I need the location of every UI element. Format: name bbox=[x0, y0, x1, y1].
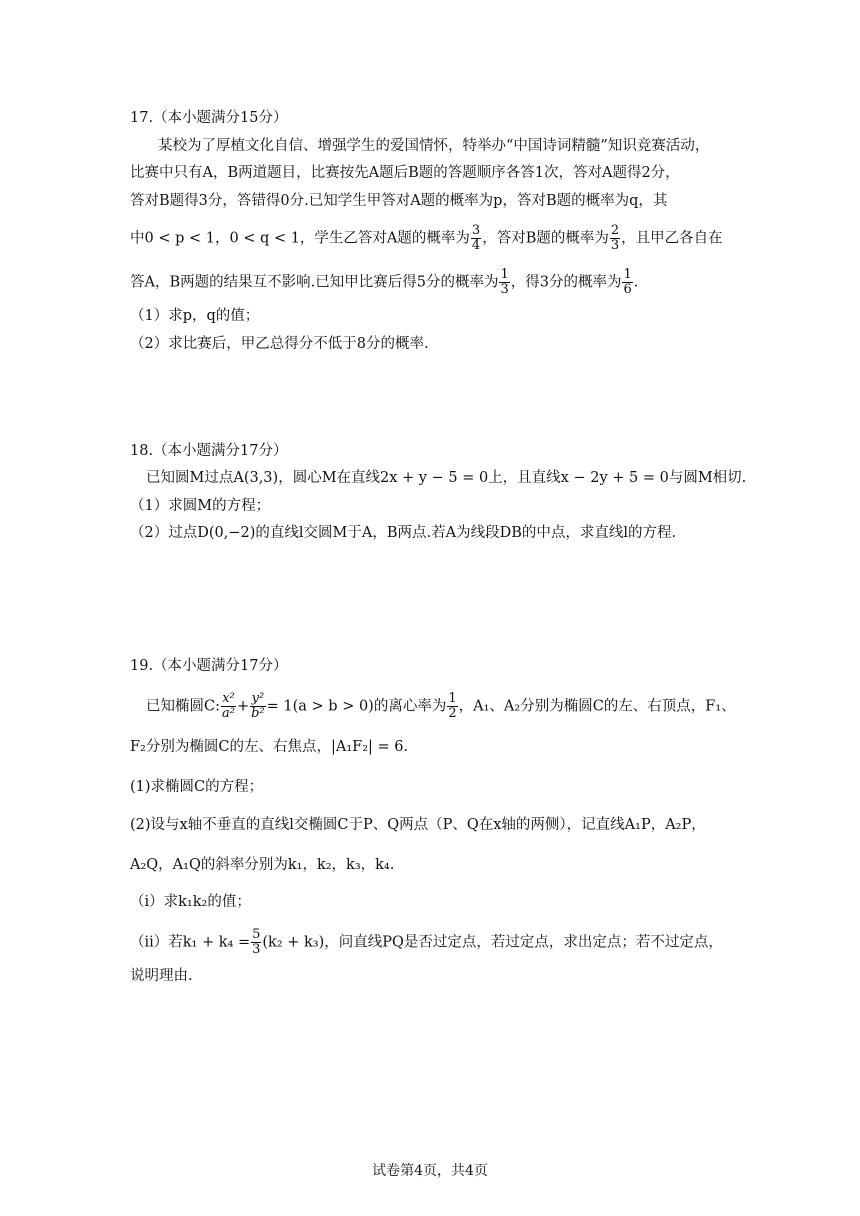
q17-title: 17.（本小题满分15分） bbox=[130, 110, 288, 126]
q19-subpart-ii-line-2: 说明理由. bbox=[130, 968, 193, 984]
q17-line-3: 答对B题得3分，答错得0分.已知学生甲答对A题的概率为p，答对B题的概率为q，其 bbox=[130, 193, 668, 209]
q17-line-1: 某校为了厚植文化自信、增强学生的爱国情怀，特举办“中国诗词精髓”知识竞赛活动， bbox=[158, 138, 710, 154]
fraction-1-2: $\frac{1}{2}$ bbox=[448, 691, 457, 721]
fraction-y2-b2: $\frac{\text{y²}}{\text{b²}}$ bbox=[251, 691, 265, 721]
q19-subpart-ii-text-b: (k₂ + k₃)，问直线PQ是否过定点，若过定点，求出定点；若不过定点， bbox=[262, 934, 723, 951]
q19-subpart-ii-text-a: （ii）若k₁ + k₄ = bbox=[130, 934, 251, 951]
q17-line-5-text-a: 答A，B两题的结果互不影响.已知甲比赛后得5分的概率为 bbox=[130, 274, 499, 291]
q17-line-5-text-c: . bbox=[633, 274, 639, 291]
fraction-3-4: $\frac{3}{4}$ bbox=[471, 223, 481, 253]
page-footer: 试卷第4页，共4页 bbox=[372, 1163, 488, 1179]
fraction-1-3: $\frac{1}{3}$ bbox=[500, 267, 509, 297]
q17-line-4 bbox=[130, 224, 723, 253]
q19-line-2: F₂分别为椭圆C的左、右焦点，|A₁F₂| = 6. bbox=[130, 739, 409, 755]
q19-line-1-text-a: 已知椭圆C: bbox=[146, 698, 220, 715]
q17-line-4-text-c: ，且甲乙各自在 bbox=[621, 230, 723, 247]
fraction-1-6: $\frac{1}{6}$ bbox=[623, 267, 632, 297]
q17-line-4-text-a: 中0 < p < 1，0 < q < 1，学生乙答对A题的概率为 bbox=[130, 230, 470, 247]
fraction-2-3: $\frac{2}{3}$ bbox=[610, 223, 620, 253]
q17-line-5 bbox=[130, 268, 638, 297]
q17-part-1: （1）求p，q的值； bbox=[130, 308, 260, 324]
q18-line-1: 已知圆M过点A(3,3)，圆心M在直线2x + y − 5 = 0上，且直线x − 2y + 5 = 0与圆M相切. bbox=[146, 470, 747, 486]
q18-part-2: （2）过点D(0,−2)的直线l交圆M于A，B两点.若A为线段DB的中点，求直线l的方程. bbox=[130, 525, 677, 541]
fraction-x2-a2: $\frac{\text{x²}}{\text{a²}}$ bbox=[221, 691, 235, 721]
q17-line-2: 比赛中只有A，B两道题目，比赛按先A题后B题的答题顺序各答1次，答对A题得2分， bbox=[130, 165, 680, 181]
fraction-5-3: $\frac{5}{3}$ bbox=[252, 927, 261, 957]
q18-part-1: （1）求圆M的方程； bbox=[130, 498, 271, 514]
q17-line-4-text-b: ，答对B题的概率为 bbox=[482, 230, 609, 247]
q19-part-2-line-2: A₂Q，A₁Q的斜率分别为k₁，k₂，k₃，k₄. bbox=[130, 857, 395, 873]
q19-subpart-i: （i）求k₁k₂的值； bbox=[130, 894, 251, 910]
q19-part-1: (1)求椭圆C的方程； bbox=[130, 779, 264, 795]
q19-part-2-line-1: (2)设与x轴不垂直的直线l交椭圆C于P、Q两点（P、Q在x轴的两侧），记直线A₁P，A₂P， bbox=[130, 817, 706, 833]
q17-part-2: （2）求比赛后，甲乙总得分不低于8分的概率. bbox=[130, 336, 429, 352]
q19-line-1-text-c: ，A₁、A₂分别为椭圆C的左、右顶点，F₁、 bbox=[458, 698, 736, 715]
q19-line-1 bbox=[146, 692, 736, 721]
q19-subpart-ii bbox=[130, 928, 723, 957]
q19-title: 19.（本小题满分17分） bbox=[130, 658, 288, 674]
plus-sign: + bbox=[236, 698, 250, 715]
q17-line-5-text-b: ，得3分的概率为 bbox=[510, 274, 622, 291]
q18-title: 18.（本小题满分17分） bbox=[130, 443, 288, 459]
q19-line-1-text-b: = 1(a > b > 0)的离心率为 bbox=[266, 698, 447, 715]
